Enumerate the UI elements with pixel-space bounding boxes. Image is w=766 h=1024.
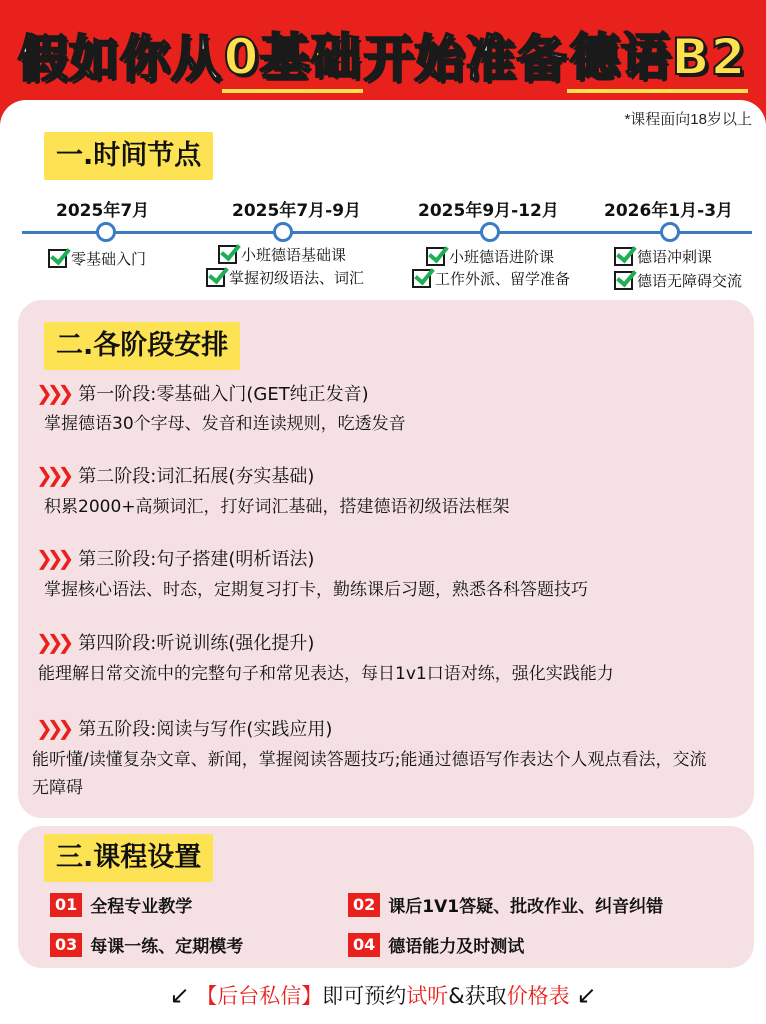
triple-chevron-icon: ❯❯❯: [36, 463, 69, 487]
timeline-dot-1: [96, 222, 116, 242]
page-title: [8, 20, 758, 90]
age-note: *课程面向18岁以上: [624, 111, 752, 128]
stage-2-description: 积累2000+高频词汇，打好词汇基础，搭建德语初级语法框架: [44, 497, 510, 517]
triple-chevron-icon: ❯❯❯: [36, 716, 69, 740]
timeline-date-1: 2025年7月: [56, 201, 150, 221]
timeline-date-4: 2026年1月-3月: [604, 201, 734, 221]
title-part-2: 0基础: [222, 17, 364, 93]
timeline-item-label: 德语无障碍交流: [637, 272, 743, 290]
course-number-badge: 02: [348, 893, 380, 917]
checkbox-checked-icon: [206, 268, 225, 287]
title-part-4: 德语B2: [567, 17, 748, 93]
course-label: 课后1V1答疑、批改作业、纠音纠错: [388, 897, 664, 917]
timeline-line: [22, 231, 752, 234]
timeline-item-label: 小班德语进阶课: [449, 248, 555, 266]
timeline-item: [426, 246, 554, 267]
timeline-dot-2: [273, 222, 293, 242]
stage-4-description: 能理解日常交流中的完整句子和常见表达，每日1v1口语对练，强化实践能力: [38, 664, 614, 684]
course-item-2: [348, 892, 663, 917]
section-title-stages: 二.各阶段安排: [44, 322, 240, 370]
checkbox-checked-icon: [614, 271, 633, 290]
timeline-date-2: 2025年7月-9月: [232, 201, 362, 221]
footer-text: 即可预约: [322, 984, 407, 1008]
stage-1-heading: [36, 380, 369, 406]
timeline-item-label: 小班德语基础课: [241, 246, 347, 264]
timeline-item: [614, 246, 712, 267]
footer-price-text: 价格表: [506, 984, 570, 1008]
checkbox-checked-icon: [412, 269, 431, 288]
checkbox-checked-icon: [426, 247, 445, 266]
course-label: 全程专业教学: [90, 897, 193, 917]
arrow-down-left-icon: ↙: [169, 981, 190, 1009]
stage-title: 第一阶段:零基础入门(GET纯正发音): [78, 384, 369, 405]
title-part-3: 开始准备: [363, 30, 568, 88]
triple-chevron-icon: ❯❯❯: [36, 630, 69, 654]
course-number-badge: 01: [50, 893, 82, 917]
timeline-dot-3: [480, 222, 500, 242]
checkbox-checked-icon: [48, 249, 67, 268]
timeline-item: [614, 270, 742, 291]
footer-cta[interactable]: [0, 980, 766, 1010]
section-title-courses: 三.课程设置: [44, 834, 213, 882]
title-part-1: 假如你从: [17, 30, 222, 88]
footer-dm-text: 【后台私信】: [196, 984, 323, 1008]
timeline-item-label: 掌握初级语法、词汇: [229, 269, 365, 287]
stage-3-heading: [36, 545, 314, 571]
checkbox-checked-icon: [218, 245, 237, 264]
section-title-timeline: 一.时间节点: [44, 132, 213, 180]
timeline-item-label: 零基础入门: [71, 250, 147, 268]
stage-5-description: 能听懂/读懂复杂文章、新闻，掌握阅读答题技巧;能通过德语写作表达个人观点看法，交流无障碍: [32, 750, 707, 798]
arrow-down-left-icon: ↙: [576, 981, 597, 1009]
course-number-badge: 04: [348, 933, 380, 957]
checkbox-checked-icon: [614, 247, 633, 266]
stage-2-heading: [36, 462, 314, 488]
footer-trial-text: 试听: [406, 984, 449, 1008]
stage-5-heading: [36, 715, 332, 741]
stage-1-description: 掌握德语30个字母、发音和连读规则，吃透发音: [44, 414, 406, 434]
timeline-dot-4: [660, 222, 680, 242]
stage-title: 第二阶段:词汇拓展(夯实基础): [78, 466, 315, 487]
timeline-item-label: 德语冲刺课: [637, 248, 713, 266]
stage-4-heading: [36, 629, 314, 655]
timeline-item: [218, 244, 346, 265]
course-item-3: [50, 932, 243, 957]
stage-title: 第三阶段:句子搭建(明析语法): [78, 549, 315, 570]
course-item-1: [50, 892, 192, 917]
timeline-item: [412, 268, 570, 289]
triple-chevron-icon: ❯❯❯: [36, 381, 69, 405]
timeline-date-3: 2025年9月-12月: [418, 201, 559, 221]
course-item-4: [348, 932, 524, 957]
stage-title: 第四阶段:听说训练(强化提升): [78, 633, 315, 654]
triple-chevron-icon: ❯❯❯: [36, 546, 69, 570]
timeline-item-label: 工作外派、留学准备: [435, 270, 571, 288]
stage-title: 第五阶段:阅读与写作(实践应用): [78, 719, 333, 740]
course-label: 每课一练、定期模考: [90, 937, 244, 957]
stage-3-description: 掌握核心语法、时态，定期复习打卡，勤练课后习题，熟悉各科答题技巧: [44, 580, 588, 600]
timeline-item: [206, 267, 364, 288]
footer-text: &获取: [448, 984, 507, 1008]
timeline-item: [48, 248, 146, 269]
course-label: 德语能力及时测试: [388, 937, 525, 957]
course-number-badge: 03: [50, 933, 82, 957]
